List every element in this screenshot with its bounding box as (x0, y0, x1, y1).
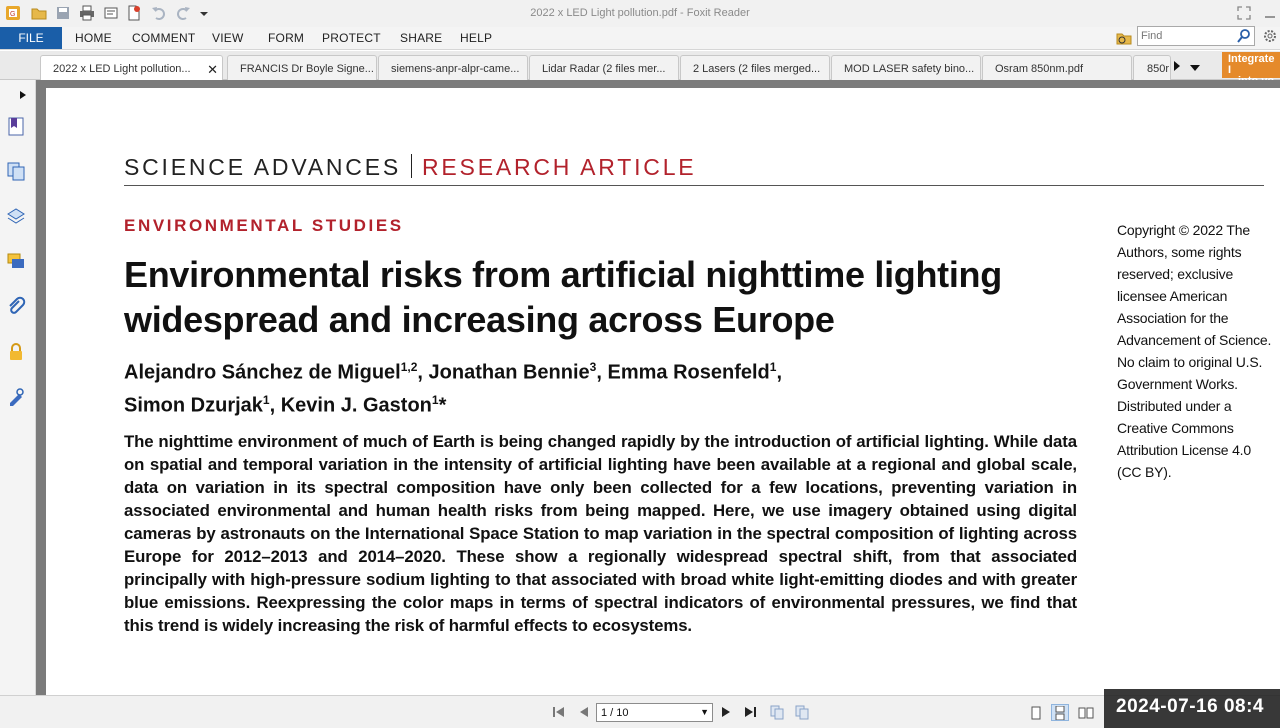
author-affiliation: 1 (769, 360, 777, 374)
continuous-view-icon[interactable] (1051, 704, 1069, 721)
minimize-icon[interactable] (1262, 5, 1278, 21)
author-name: Jonathan Bennie (428, 361, 590, 384)
promo-banner[interactable] (1222, 52, 1280, 78)
menu-form[interactable]: FORM (268, 31, 305, 45)
corresponding-author-mark: * (438, 394, 447, 417)
navigation-sidebar (0, 80, 36, 695)
author-name: Kevin J. Gaston (280, 394, 432, 417)
find-folder-icon[interactable] (1116, 30, 1132, 46)
section-label: ENVIRONMENTAL STUDIES (124, 216, 404, 235)
previous-page-icon[interactable] (576, 704, 592, 720)
menu-share[interactable]: SHARE (400, 31, 443, 45)
article-type: RESEARCH ARTICLE (422, 154, 697, 180)
tab-850nm[interactable] (1133, 55, 1171, 80)
tab-mod-laser[interactable] (831, 55, 981, 80)
author-list (124, 354, 1084, 419)
copyright-notice: Copyright © 2022 The Authors, some rights reserved; exclusive licensee American Association for the Advancement of Science. No claim to original U.S. Government Works. Distributed under a Creative Commons Attribution License 4.0 (CC BY). (1117, 222, 1272, 480)
menu-file[interactable]: FILE (0, 27, 62, 49)
fullscreen-icon[interactable] (1236, 5, 1252, 21)
title-bar (0, 0, 1280, 27)
tab-label: Osram 850nm.pdf (995, 63, 1084, 75)
chevron-down-icon: ▼ (700, 707, 709, 717)
author-line-1 (124, 354, 1084, 387)
tab-francis-dr-boyle[interactable] (227, 55, 377, 80)
status-bar (0, 695, 1280, 728)
author-name: Simon Dzurjak (124, 394, 263, 417)
abstract-text: The nighttime environment of much of Earth is being changed rapidly by the introduction of artificial lighting. While data on spatial and temporal variation in the intensity of artificial lighting have been available at a regional and global scale, data on variation in its spectral composition have only been collected for a few locations, preventing variation in associated environmental and human health risks from being mapped. Here, we use imagery obtained using digital cameras by astronauts on the International Space Station to map variation in the spectral composition of lighting across Europe for 2012–2013 and 2014–2020. These show a regionally widespread spectral shift, from that associated principally with high-pressure sodium lighting to that associated with broad white light-emitting diodes and with greater blue emissions. Reexpressing the color maps in terms of spectral indicators of environmental pressures, we find that this trend is widely increasing the risk of harmful effects to ecosystems. (124, 432, 1077, 635)
search-icon[interactable] (1237, 29, 1251, 43)
author-separator: , (269, 394, 281, 417)
pages-thumbnail-icon[interactable] (6, 161, 26, 181)
attachments-paperclip-icon[interactable] (6, 296, 26, 316)
next-page-icon[interactable] (718, 704, 734, 720)
tab-label: 2022 x LED Light pollution... (53, 63, 191, 75)
close-tab-icon[interactable]: ✕ (207, 62, 218, 77)
tab-led-light-pollution[interactable] (40, 55, 223, 81)
author-name: Alejandro Sánchez de Miguel (124, 361, 401, 384)
menu-help[interactable]: HELP (460, 31, 493, 45)
author-separator: , (417, 361, 429, 384)
menu-protect[interactable]: PROTECT (322, 31, 381, 45)
title-line-1: Environmental risks from artificial nighttime lighting (124, 254, 1002, 295)
find-input[interactable] (1141, 29, 1233, 43)
document-tab-bar (0, 51, 1280, 80)
menu-home[interactable]: HOME (75, 31, 112, 45)
security-lock-icon[interactable] (6, 342, 26, 362)
window-title: 2022 x LED Light pollution.pdf - Foxit Reader (530, 7, 750, 19)
menu-comment[interactable]: COMMENT (132, 31, 196, 45)
next-view-icon[interactable] (794, 704, 810, 720)
author-line-2 (124, 387, 1084, 420)
tab-label: FRANCIS Dr Boyle Signe... (240, 63, 374, 75)
journal-name: SCIENCE ADVANCES (124, 154, 401, 180)
promo-line1: Integrate I (1228, 53, 1275, 76)
bookmarks-icon[interactable] (6, 116, 26, 136)
author-affiliation: 1,2 (400, 360, 418, 374)
svg-text:G: G (10, 11, 16, 18)
layers-icon[interactable] (6, 206, 26, 226)
menu-view[interactable]: VIEW (212, 31, 244, 45)
tab-label: 2 Lasers (2 files merged... (693, 63, 821, 75)
tab-lidar-radar[interactable] (529, 55, 679, 80)
title-line-2: widespread and increasing across Europe (124, 299, 835, 340)
document-viewport[interactable] (36, 80, 1280, 695)
tab-label: MOD LASER safety bino... (844, 63, 975, 75)
header-separator (411, 154, 412, 178)
tab-label: 850r (1147, 63, 1170, 75)
facing-view-icon[interactable] (1077, 704, 1095, 721)
tab-siemens-anpr[interactable] (378, 55, 528, 80)
article-title (124, 252, 1084, 342)
author-affiliation: 1 (431, 392, 439, 407)
previous-view-icon[interactable] (769, 704, 785, 720)
ribbon-menu-bar (0, 27, 1280, 50)
single-page-view-icon[interactable] (1027, 704, 1045, 721)
author-separator: , (776, 361, 782, 384)
tab-osram[interactable] (982, 55, 1132, 80)
find-box (1137, 26, 1255, 46)
first-page-icon[interactable] (551, 704, 567, 720)
pdf-page (46, 88, 1280, 708)
page-number-select[interactable] (596, 703, 713, 722)
page-indicator: 1 / 10 (601, 707, 629, 719)
timestamp-overlay: 2024-07-16 08:4 (1104, 689, 1280, 728)
author-separator: , (596, 361, 608, 384)
expand-panel-icon[interactable] (19, 87, 27, 97)
settings-gear-icon[interactable] (1262, 28, 1278, 44)
journal-header (124, 154, 696, 181)
tab-2-lasers[interactable] (680, 55, 830, 80)
tab-scroll-right-icon[interactable] (1172, 59, 1182, 71)
last-page-icon[interactable] (743, 704, 759, 720)
tab-label: siemens-anpr-alpr-came... (391, 63, 520, 75)
author-affiliation: 3 (589, 360, 597, 374)
tab-label: Lidar Radar (2 files mer... (542, 63, 666, 75)
author-affiliation: 1 (262, 392, 270, 407)
signature-pen-icon[interactable] (6, 387, 26, 407)
comments-icon[interactable] (6, 251, 26, 271)
tab-list-dropdown-icon[interactable] (1189, 60, 1201, 70)
author-name: Emma Rosenfeld (607, 361, 770, 384)
header-rule (124, 185, 1264, 186)
